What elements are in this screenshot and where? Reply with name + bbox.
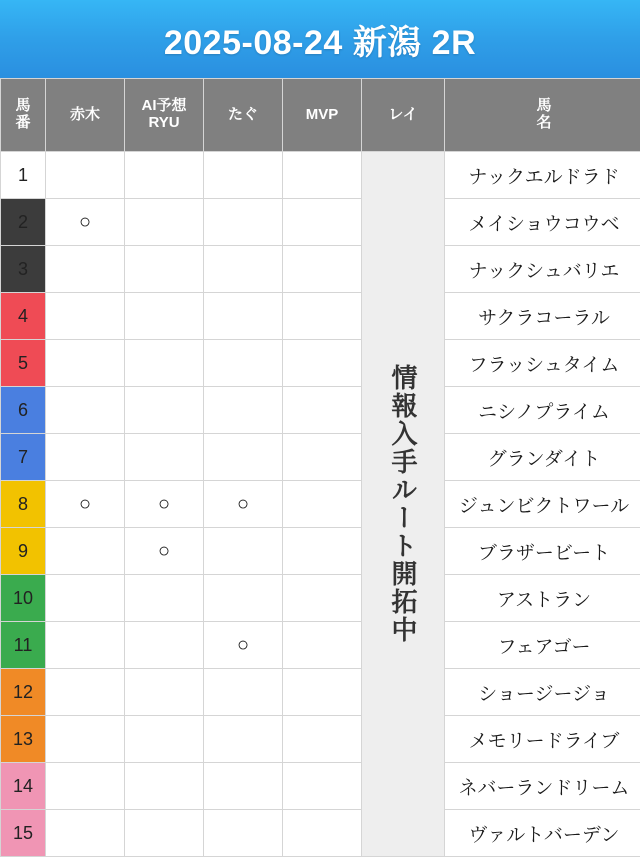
mark-cell-akagi: [46, 622, 125, 669]
mark-cell-akagi: [46, 716, 125, 763]
table-row: [1, 575, 640, 622]
column-header-line: AI予想: [141, 97, 187, 115]
horse-number-cell: 5: [1, 340, 46, 387]
table-row: [1, 246, 640, 293]
mark-cell-mvp: [283, 152, 362, 199]
mark-cell-akagi: ○: [46, 481, 125, 528]
page-header: [0, 0, 640, 78]
rei-status-text: 情報入手ルート開拓中: [388, 364, 419, 644]
horse-number-cell: 13: [1, 716, 46, 763]
mark-cell-tagu: [204, 669, 283, 716]
table-row: [1, 716, 640, 763]
column-header-tagu: [204, 79, 283, 152]
mark-cell-mvp: [283, 481, 362, 528]
horse-number-cell: 4: [1, 293, 46, 340]
mark-cell-akagi: [46, 528, 125, 575]
table-row: [1, 293, 640, 340]
mark-cell-akagi: [46, 246, 125, 293]
table-row: [1, 669, 640, 716]
horse-number-cell: 7: [1, 434, 46, 481]
page-title: 2025-08-24 新潟 2R: [163, 23, 477, 62]
mark-cell-tagu: [204, 340, 283, 387]
horse-name-cell: グランダイト: [445, 434, 640, 481]
mark-cell-akagi: [46, 340, 125, 387]
mark-cell-akagi: [46, 152, 125, 199]
table-header: [1, 79, 640, 152]
table-row: [1, 434, 640, 481]
horse-number-cell: 10: [1, 575, 46, 622]
column-header-ai-ryu: [125, 79, 204, 152]
horse-name-cell: アストラン: [445, 575, 640, 622]
table-row: [1, 622, 640, 669]
column-header-line: 赤木: [69, 105, 100, 123]
horse-number-cell: 15: [1, 810, 46, 857]
mark-cell-akagi: [46, 669, 125, 716]
mark-cell-akagi: [46, 810, 125, 857]
mark-cell-mvp: [283, 340, 362, 387]
mark-cell-mvp: [283, 434, 362, 481]
mark-cell-ai: [125, 152, 204, 199]
mark-cell-tagu: [204, 763, 283, 810]
mark-cell-ai: [125, 575, 204, 622]
mark-cell-mvp: [283, 199, 362, 246]
horse-number-cell: 14: [1, 763, 46, 810]
mark-cell-tagu: [204, 810, 283, 857]
mark-cell-ai: [125, 669, 204, 716]
horse-number-cell: 11: [1, 622, 46, 669]
mark-cell-mvp: [283, 763, 362, 810]
mark-cell-mvp: [283, 669, 362, 716]
mark-cell-tagu: [204, 575, 283, 622]
mark-cell-ai: [125, 340, 204, 387]
table-row: [1, 387, 640, 434]
mark-cell-tagu: ○: [204, 481, 283, 528]
horse-name-cell: ヴァルトバーデン: [445, 810, 640, 857]
mark-cell-ai: [125, 622, 204, 669]
horse-number-cell: 9: [1, 528, 46, 575]
mark-cell-mvp: [283, 528, 362, 575]
mark-cell-tagu: [204, 199, 283, 246]
horse-number-cell: 8: [1, 481, 46, 528]
column-header-mvp: [283, 79, 362, 152]
horse-name-cell: フェアゴー: [445, 622, 640, 669]
column-header-line: 名: [536, 114, 552, 131]
column-header-line: RYU: [148, 114, 180, 131]
column-header-akagi: [46, 79, 125, 152]
mark-cell-mvp: [283, 810, 362, 857]
table-row: [1, 528, 640, 575]
horse-name-cell: メモリードライブ: [445, 716, 640, 763]
column-header-line: 番: [15, 114, 31, 131]
horse-name-cell: フラッシュタイム: [445, 340, 640, 387]
mark-cell-akagi: [46, 763, 125, 810]
mark-cell-tagu: [204, 293, 283, 340]
mark-cell-ai: [125, 246, 204, 293]
mark-cell-tagu: ○: [204, 622, 283, 669]
mark-cell-tagu: [204, 528, 283, 575]
mark-cell-ai: [125, 293, 204, 340]
horse-name-cell: メイショウコウベ: [445, 199, 640, 246]
horse-name-cell: ネバーランドリーム: [445, 763, 640, 810]
table-row: [1, 763, 640, 810]
table-header-row: [1, 79, 640, 152]
column-header-line: 馬: [536, 97, 552, 115]
mark-cell-tagu: [204, 152, 283, 199]
mark-cell-mvp: [283, 387, 362, 434]
mark-cell-ai: [125, 810, 204, 857]
table-row: [1, 152, 640, 199]
horse-number-cell: 12: [1, 669, 46, 716]
horse-name-cell: ジュンビクトワール: [445, 481, 640, 528]
horse-name-cell: ブラザービート: [445, 528, 640, 575]
mark-cell-ai: ○: [125, 481, 204, 528]
mark-cell-ai: [125, 387, 204, 434]
horse-name-cell: ナックシュバリエ: [445, 246, 640, 293]
column-header-horse-number: [1, 79, 46, 152]
mark-cell-ai: ○: [125, 528, 204, 575]
column-header-line: 馬: [15, 97, 31, 115]
mark-cell-mvp: [283, 293, 362, 340]
mark-cell-ai: [125, 716, 204, 763]
column-header-line: MVP: [305, 105, 339, 123]
mark-cell-mvp: [283, 575, 362, 622]
column-header-line: たぐ: [227, 105, 258, 123]
column-header-line: レイ: [388, 105, 418, 123]
table-row: [1, 481, 640, 528]
mark-cell-akagi: [46, 434, 125, 481]
horse-number-cell: 6: [1, 387, 46, 434]
mark-cell-mvp: [283, 716, 362, 763]
horse-number-cell: 3: [1, 246, 46, 293]
rei-status-cell: [362, 152, 445, 857]
mark-cell-ai: [125, 434, 204, 481]
column-header-horse-name: [445, 79, 640, 152]
table-body: [1, 152, 640, 857]
table-row: [1, 199, 640, 246]
horse-name-cell: ナックエルドラド: [445, 152, 640, 199]
race-prediction-table: [0, 78, 640, 857]
mark-cell-tagu: [204, 434, 283, 481]
horse-name-cell: ショージージョ: [445, 669, 640, 716]
mark-cell-akagi: ○: [46, 199, 125, 246]
mark-cell-tagu: [204, 716, 283, 763]
column-header-rei: [362, 79, 445, 152]
mark-cell-ai: [125, 199, 204, 246]
mark-cell-akagi: [46, 575, 125, 622]
table-row: [1, 810, 640, 857]
horse-name-cell: ニシノプライム: [445, 387, 640, 434]
horse-name-cell: サクラコーラル: [445, 293, 640, 340]
table-row: [1, 340, 640, 387]
mark-cell-akagi: [46, 387, 125, 434]
mark-cell-mvp: [283, 246, 362, 293]
mark-cell-tagu: [204, 387, 283, 434]
mark-cell-tagu: [204, 246, 283, 293]
mark-cell-akagi: [46, 293, 125, 340]
mark-cell-mvp: [283, 622, 362, 669]
mark-cell-ai: [125, 763, 204, 810]
horse-number-cell: 2: [1, 199, 46, 246]
horse-number-cell: 1: [1, 152, 46, 199]
